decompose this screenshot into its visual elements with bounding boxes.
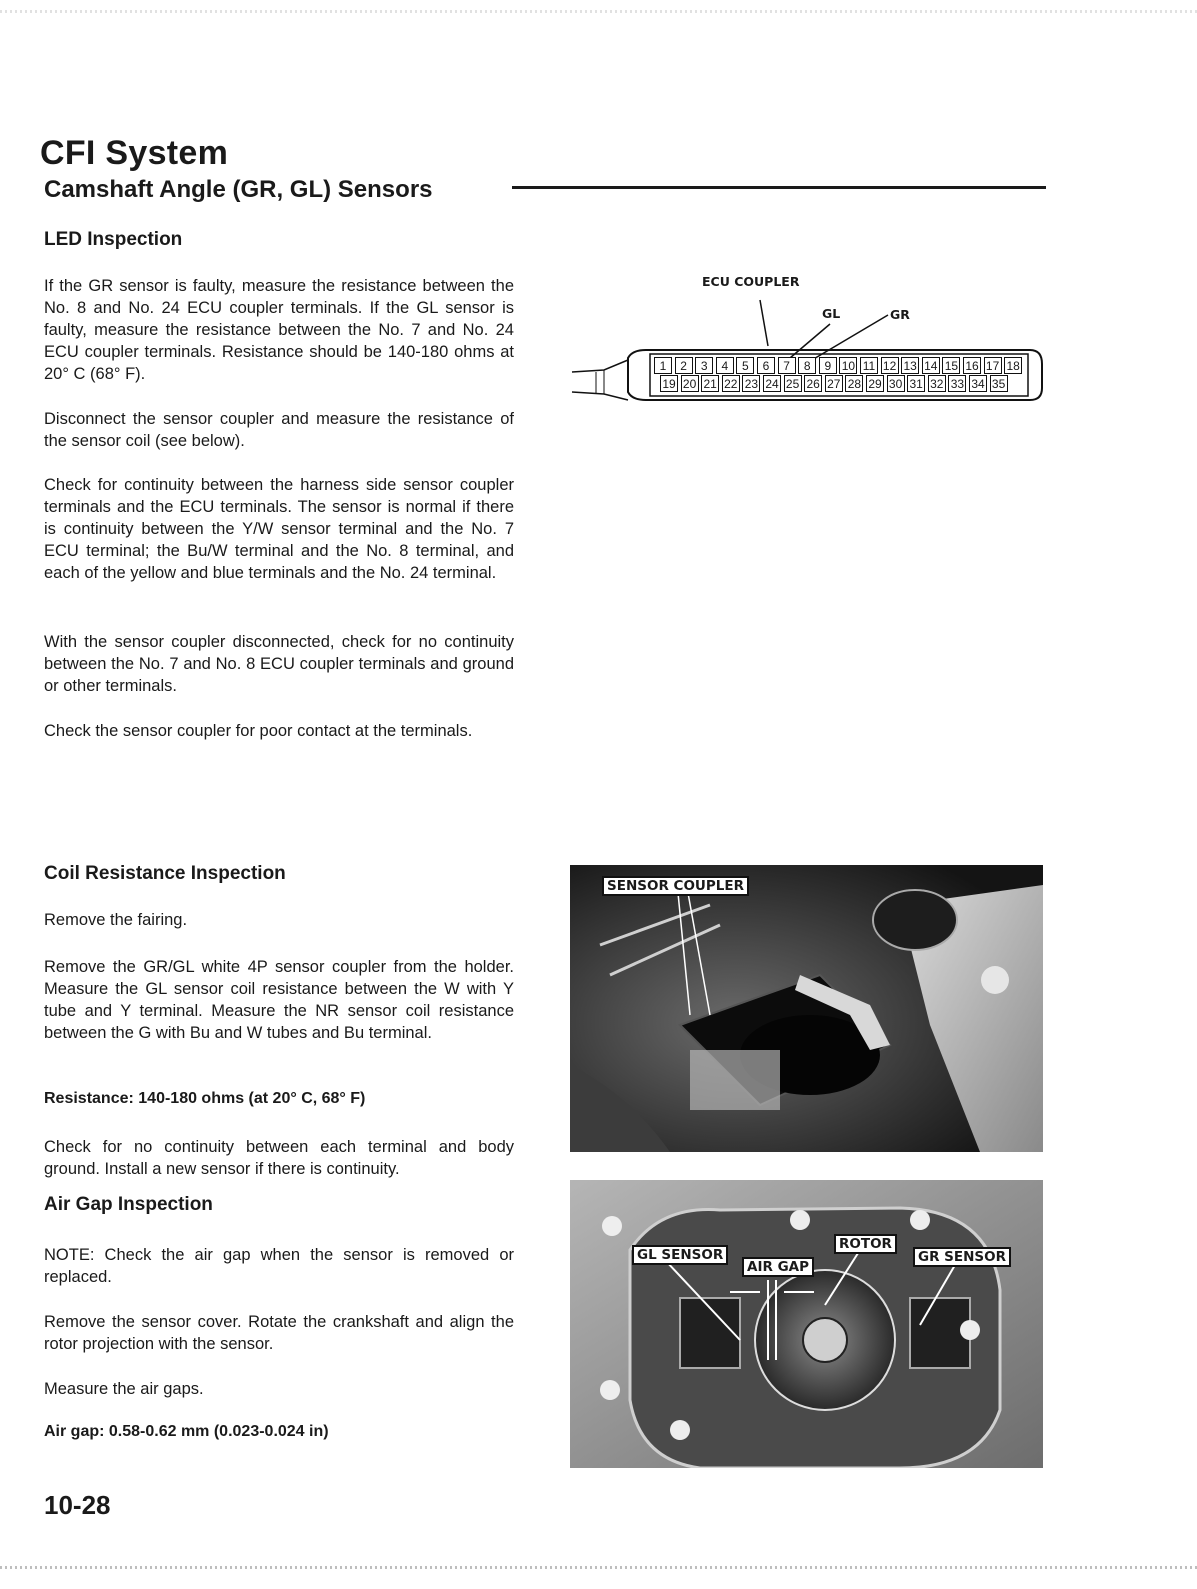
terminal-12: 12 [881,357,899,374]
air-gap-photo-art [570,1180,1043,1468]
terminal-29: 29 [866,375,884,392]
terminal-22: 22 [722,375,740,392]
terminal-35: 35 [990,375,1008,392]
sensor-coupler-photo-art [570,865,1043,1152]
scan-edge-top [0,10,1197,13]
sensor-coupler-photo [570,865,1043,1152]
air-gap-photo [570,1180,1043,1468]
air-gap-label: AIR GAP [742,1257,814,1277]
terminal-11: 11 [860,357,878,374]
terminal-7: 7 [778,357,796,374]
terminal-14: 14 [922,357,940,374]
terminal-2: 2 [675,357,693,374]
terminal-17: 17 [984,357,1002,374]
terminal-1: 1 [654,357,672,374]
terminal-5: 5 [736,357,754,374]
section-title: Camshaft Angle (GR, GL) Sensors [44,176,433,203]
coil-resistance-heading: Coil Resistance Inspection [44,863,286,884]
terminal-25: 25 [784,375,802,392]
terminal-32: 32 [928,375,946,392]
coil-paragraph-1: Remove the fairing. [44,911,188,929]
terminal-27: 27 [825,375,843,392]
led-paragraph-2: Disconnect the sensor coupler and measure the resistance of the sensor coil (see below). [44,410,514,450]
page-number: 10-28 [44,1490,111,1520]
terminal-21: 21 [701,375,719,392]
air-gap-paragraph-2: Remove the sensor cover. Rotate the crankshaft and align the rotor projection with the sensor. [44,1313,514,1353]
led-paragraph-1: If the GR sensor is faulty, measure the resistance between the No. 8 and No. 24 ECU coupler terminals. If the GL sensor is faulty, measure the resistance between the No. 7 and No. 24 ECU coupler terminals. Resistance should be 140-180 ohms at 20° C (68° F). [44,277,514,383]
ecu-coupler-diagram [568,268,1048,408]
air-gap-heading: Air Gap Inspection [44,1194,213,1215]
gr-label: GR [890,307,910,322]
terminal-31: 31 [907,375,925,392]
terminal-grid [654,357,1034,397]
air-gap-paragraph-3: Measure the air gaps. [44,1380,204,1398]
terminal-28: 28 [845,375,863,392]
terminal-6: 6 [757,357,775,374]
terminal-10: 10 [839,357,857,374]
terminal-8: 8 [798,357,816,374]
terminal-3: 3 [695,357,713,374]
air-gap-paragraph-1: NOTE: Check the air gap when the sensor is removed or replaced. [44,1246,514,1286]
terminal-20: 20 [681,375,699,392]
terminal-33: 33 [948,375,966,392]
gl-sensor-label: GL SENSOR [632,1245,728,1265]
page-title: CFI System [40,134,229,172]
terminal-4: 4 [716,357,734,374]
coil-paragraph-2: Remove the GR/GL white 4P sensor coupler from the holder. Measure the GL sensor coil resistance between the W with Y tube and Y terminal. Measure the NR sensor coil resistance between the G with Bu and W tubes and Bu terminal. [44,958,514,1042]
led-inspection-heading: LED Inspection [44,229,183,250]
terminal-34: 34 [969,375,987,392]
ecu-coupler-label: ECU COUPLER [702,274,800,289]
led-paragraph-4: With the sensor coupler disconnected, check for no continuity between the No. 7 and No. 8 ECU coupler terminals and ground or other terminals. [44,633,514,695]
gl-label: GL [822,306,841,321]
gr-sensor-label: GR SENSOR [913,1247,1011,1267]
led-paragraph-3: Check for continuity between the harness side sensor coupler terminals and the ECU terminals. The sensor is normal if there is continuity between the Y/W sensor terminal and the No. 7 ECU terminal; the Bu/W terminal and the No. 8 terminal, and each of the yellow and blue terminals and the No. 24 terminal. [44,476,514,582]
terminal-13: 13 [901,357,919,374]
coil-paragraph-3: Check for no continuity between each terminal and body ground. Install a new sensor if there is continuity. [44,1138,514,1178]
rotor-label: ROTOR [834,1234,897,1254]
terminal-9: 9 [819,357,837,374]
terminal-16: 16 [963,357,981,374]
terminal-30: 30 [887,375,905,392]
scan-edge-bottom [0,1566,1197,1569]
air-gap-spec: Air gap: 0.58-0.62 mm (0.023-0.024 in) [44,1423,329,1440]
terminal-26: 26 [804,375,822,392]
terminal-23: 23 [742,375,760,392]
led-paragraph-5: Check the sensor coupler for poor contact at the terminals. [44,722,473,740]
title-rule [512,186,1046,189]
sensor-coupler-label: SENSOR COUPLER [602,876,749,896]
terminal-19: 19 [660,375,678,392]
terminal-15: 15 [942,357,960,374]
terminal-18: 18 [1004,357,1022,374]
terminal-24: 24 [763,375,781,392]
resistance-spec: Resistance: 140-180 ohms (at 20° C, 68° F) [44,1090,366,1107]
